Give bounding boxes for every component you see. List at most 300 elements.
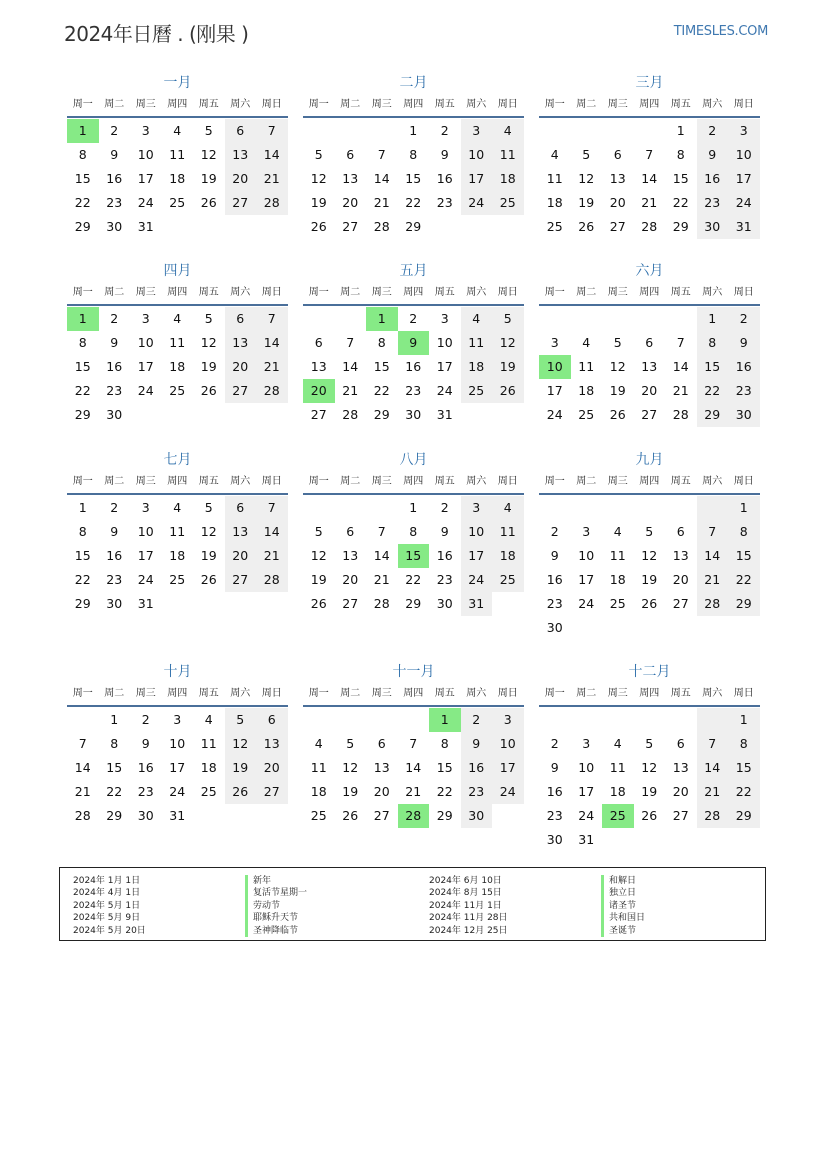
day-cell[interactable]: 24 — [137, 572, 154, 587]
day-cell[interactable]: 7 — [256, 496, 288, 520]
day-cell[interactable]: 12 — [200, 147, 217, 162]
day-cell[interactable]: 8 — [728, 520, 760, 544]
day-cell[interactable]: 4 — [613, 736, 622, 751]
day-cell[interactable]: 3 — [550, 335, 559, 350]
day-cell[interactable]: 21 — [256, 355, 288, 379]
day-cell[interactable]: 23 — [137, 784, 154, 799]
day-cell[interactable]: 18 — [310, 784, 327, 799]
day-cell[interactable]: 16 — [546, 572, 563, 587]
day-cell[interactable]: 8 — [409, 524, 418, 539]
day-cell[interactable]: 18 — [578, 383, 595, 398]
day-cell[interactable]: 24 — [546, 407, 563, 422]
day-cell[interactable]: 18 — [609, 784, 626, 799]
day-cell[interactable]: 7 — [697, 732, 729, 756]
day-cell[interactable]: 13 — [672, 760, 689, 775]
day-cell[interactable]: 7 — [676, 335, 685, 350]
day-cell[interactable]: 17 — [546, 383, 563, 398]
day-cell[interactable]: 12 — [310, 171, 327, 186]
day-cell[interactable]: 23 — [728, 379, 760, 403]
day-cell[interactable]: 6 — [225, 119, 257, 143]
day-cell[interactable]: 4 — [173, 500, 182, 515]
day-cell[interactable]: 19 — [200, 548, 217, 563]
day-cell[interactable]: 31 — [137, 596, 154, 611]
day-cell[interactable]: 15 — [74, 548, 91, 563]
day-cell[interactable]: 31 — [169, 808, 186, 823]
day-cell[interactable]: 6 — [377, 736, 386, 751]
day-cell[interactable]: 31 — [578, 832, 595, 847]
day-cell[interactable]: 31 — [436, 407, 453, 422]
day-cell[interactable]: 28 — [373, 219, 390, 234]
day-cell[interactable]: 27 — [342, 596, 359, 611]
day-cell[interactable]: 17 — [169, 760, 186, 775]
day-cell[interactable]: 9 — [550, 760, 559, 775]
day-cell[interactable]: 25 — [169, 195, 186, 210]
day-cell[interactable]: 30 — [106, 407, 123, 422]
day-cell[interactable]: 7 — [256, 307, 288, 331]
day-cell[interactable]: 23 — [697, 191, 729, 215]
day-cell[interactable]: 10 — [461, 143, 493, 167]
day-cell[interactable]: 8 — [110, 736, 119, 751]
day-cell[interactable]: 21 — [256, 167, 288, 191]
day-cell[interactable]: 3 — [141, 500, 150, 515]
day-cell[interactable]: 27 — [342, 219, 359, 234]
day-cell[interactable]: 20 — [342, 195, 359, 210]
day-cell[interactable]: 20 — [342, 572, 359, 587]
day-cell[interactable]: 11 — [578, 359, 595, 374]
day-cell[interactable]: 3 — [461, 119, 493, 143]
day-cell[interactable]: 10 — [169, 736, 186, 751]
day-cell[interactable]: 20 — [225, 167, 257, 191]
day-cell[interactable]: 24 — [169, 784, 186, 799]
day-cell[interactable]: 2 — [110, 311, 119, 326]
day-cell[interactable]: 5 — [204, 123, 213, 138]
day-cell[interactable]: 28 — [398, 804, 430, 828]
day-cell[interactable]: 30 — [697, 215, 729, 239]
day-cell[interactable]: 22 — [106, 784, 123, 799]
day-cell[interactable]: 5 — [204, 500, 213, 515]
day-cell[interactable]: 8 — [440, 736, 449, 751]
day-cell[interactable]: 2 — [728, 307, 760, 331]
day-cell[interactable]: 22 — [74, 383, 91, 398]
day-cell[interactable]: 10 — [461, 520, 493, 544]
day-cell[interactable]: 5 — [645, 524, 654, 539]
day-cell[interactable]: 22 — [436, 784, 453, 799]
day-cell[interactable]: 6 — [314, 335, 323, 350]
day-cell[interactable]: 26 — [609, 407, 626, 422]
day-cell[interactable]: 19 — [310, 195, 327, 210]
day-cell[interactable]: 30 — [546, 620, 563, 635]
day-cell[interactable]: 29 — [672, 219, 689, 234]
day-cell[interactable]: 28 — [342, 407, 359, 422]
day-cell[interactable]: 26 — [342, 808, 359, 823]
day-cell[interactable]: 12 — [492, 331, 524, 355]
day-cell[interactable]: 9 — [697, 143, 729, 167]
day-cell[interactable]: 1 — [110, 712, 119, 727]
day-cell[interactable]: 29 — [74, 407, 91, 422]
day-cell[interactable]: 21 — [342, 383, 359, 398]
day-cell[interactable]: 15 — [373, 359, 390, 374]
day-cell[interactable]: 26 — [578, 219, 595, 234]
day-cell[interactable]: 25 — [169, 383, 186, 398]
day-cell[interactable]: 12 — [641, 548, 658, 563]
day-cell[interactable]: 12 — [609, 359, 626, 374]
day-cell[interactable]: 27 — [225, 191, 257, 215]
day-cell[interactable]: 16 — [436, 548, 453, 563]
day-cell[interactable]: 3 — [440, 311, 449, 326]
day-cell[interactable]: 14 — [697, 544, 729, 568]
day-cell[interactable]: 29 — [728, 804, 760, 828]
day-cell[interactable]: 16 — [106, 548, 123, 563]
day-cell[interactable]: 10 — [436, 335, 453, 350]
day-cell[interactable]: 30 — [405, 407, 422, 422]
day-cell[interactable]: 18 — [169, 171, 186, 186]
day-cell[interactable]: 1 — [366, 307, 398, 331]
day-cell[interactable]: 27 — [256, 780, 288, 804]
day-cell[interactable]: 21 — [373, 195, 390, 210]
day-cell[interactable]: 17 — [578, 572, 595, 587]
day-cell[interactable]: 29 — [74, 596, 91, 611]
day-cell[interactable]: 25 — [169, 572, 186, 587]
day-cell[interactable]: 20 — [303, 379, 335, 403]
day-cell[interactable]: 11 — [461, 331, 493, 355]
day-cell[interactable]: 2 — [550, 524, 559, 539]
day-cell[interactable]: 24 — [728, 191, 760, 215]
day-cell[interactable]: 3 — [141, 123, 150, 138]
day-cell[interactable]: 15 — [74, 171, 91, 186]
day-cell[interactable]: 2 — [697, 119, 729, 143]
day-cell[interactable]: 20 — [672, 784, 689, 799]
day-cell[interactable]: 5 — [225, 708, 257, 732]
day-cell[interactable]: 14 — [256, 143, 288, 167]
day-cell[interactable]: 9 — [398, 331, 430, 355]
day-cell[interactable]: 10 — [137, 524, 154, 539]
day-cell[interactable]: 1 — [676, 123, 685, 138]
day-cell[interactable]: 18 — [546, 195, 563, 210]
day-cell[interactable]: 17 — [137, 171, 154, 186]
day-cell[interactable]: 19 — [200, 171, 217, 186]
day-cell[interactable]: 17 — [137, 548, 154, 563]
day-cell[interactable]: 16 — [137, 760, 154, 775]
day-cell[interactable]: 12 — [310, 548, 327, 563]
day-cell[interactable]: 1 — [697, 307, 729, 331]
day-cell[interactable]: 25 — [310, 808, 327, 823]
day-cell[interactable]: 17 — [492, 756, 524, 780]
day-cell[interactable]: 26 — [225, 780, 257, 804]
day-cell[interactable]: 31 — [728, 215, 760, 239]
day-cell[interactable]: 25 — [461, 379, 493, 403]
day-cell[interactable]: 8 — [728, 732, 760, 756]
day-cell[interactable]: 21 — [373, 572, 390, 587]
day-cell[interactable]: 23 — [461, 780, 493, 804]
day-cell[interactable]: 4 — [314, 736, 323, 751]
day-cell[interactable]: 6 — [613, 147, 622, 162]
day-cell[interactable]: 28 — [256, 191, 288, 215]
day-cell[interactable]: 28 — [641, 219, 658, 234]
day-cell[interactable]: 23 — [405, 383, 422, 398]
day-cell[interactable]: 28 — [672, 407, 689, 422]
day-cell[interactable]: 28 — [74, 808, 91, 823]
day-cell[interactable]: 7 — [78, 736, 87, 751]
day-cell[interactable]: 30 — [436, 596, 453, 611]
day-cell[interactable]: 14 — [256, 520, 288, 544]
day-cell[interactable]: 13 — [342, 548, 359, 563]
day-cell[interactable]: 4 — [492, 119, 524, 143]
day-cell[interactable]: 15 — [74, 359, 91, 374]
day-cell[interactable]: 7 — [256, 119, 288, 143]
day-cell[interactable]: 5 — [492, 307, 524, 331]
day-cell[interactable]: 2 — [141, 712, 150, 727]
day-cell[interactable]: 5 — [204, 311, 213, 326]
day-cell[interactable]: 20 — [225, 544, 257, 568]
day-cell[interactable]: 14 — [342, 359, 359, 374]
day-cell[interactable]: 25 — [492, 568, 524, 592]
day-cell[interactable]: 25 — [546, 219, 563, 234]
day-cell[interactable]: 3 — [141, 311, 150, 326]
day-cell[interactable]: 29 — [106, 808, 123, 823]
day-cell[interactable]: 16 — [546, 784, 563, 799]
day-cell[interactable]: 21 — [697, 568, 729, 592]
day-cell[interactable]: 13 — [310, 359, 327, 374]
day-cell[interactable]: 18 — [492, 167, 524, 191]
day-cell[interactable]: 15 — [405, 171, 422, 186]
day-cell[interactable]: 24 — [137, 195, 154, 210]
day-cell[interactable]: 7 — [377, 524, 386, 539]
day-cell[interactable]: 14 — [697, 756, 729, 780]
day-cell[interactable]: 23 — [436, 195, 453, 210]
day-cell[interactable]: 7 — [409, 736, 418, 751]
day-cell[interactable]: 24 — [436, 383, 453, 398]
day-cell[interactable]: 18 — [492, 544, 524, 568]
day-cell[interactable]: 5 — [314, 147, 323, 162]
day-cell[interactable]: 12 — [641, 760, 658, 775]
day-cell[interactable]: 20 — [225, 355, 257, 379]
day-cell[interactable]: 29 — [74, 219, 91, 234]
day-cell[interactable]: 4 — [582, 335, 591, 350]
day-cell[interactable]: 19 — [225, 756, 257, 780]
day-cell[interactable]: 14 — [641, 171, 658, 186]
day-cell[interactable]: 12 — [225, 732, 257, 756]
day-cell[interactable]: 7 — [346, 335, 355, 350]
day-cell[interactable]: 23 — [436, 572, 453, 587]
day-cell[interactable]: 5 — [645, 736, 654, 751]
day-cell[interactable]: 26 — [310, 219, 327, 234]
day-cell[interactable]: 6 — [676, 524, 685, 539]
day-cell[interactable]: 29 — [697, 403, 729, 427]
day-cell[interactable]: 16 — [405, 359, 422, 374]
day-cell[interactable]: 24 — [461, 191, 493, 215]
day-cell[interactable]: 3 — [582, 736, 591, 751]
day-cell[interactable]: 18 — [169, 548, 186, 563]
day-cell[interactable]: 1 — [67, 307, 99, 331]
day-cell[interactable]: 8 — [78, 524, 87, 539]
day-cell[interactable]: 25 — [578, 407, 595, 422]
day-cell[interactable]: 21 — [256, 544, 288, 568]
day-cell[interactable]: 21 — [405, 784, 422, 799]
day-cell[interactable]: 19 — [578, 195, 595, 210]
day-cell[interactable]: 20 — [672, 572, 689, 587]
day-cell[interactable]: 1 — [409, 123, 418, 138]
day-cell[interactable]: 4 — [613, 524, 622, 539]
day-cell[interactable]: 28 — [256, 568, 288, 592]
day-cell[interactable]: 14 — [405, 760, 422, 775]
day-cell[interactable]: 13 — [641, 359, 658, 374]
day-cell[interactable]: 30 — [137, 808, 154, 823]
day-cell[interactable]: 3 — [728, 119, 760, 143]
day-cell[interactable]: 22 — [405, 572, 422, 587]
day-cell[interactable]: 16 — [106, 171, 123, 186]
day-cell[interactable]: 28 — [697, 804, 729, 828]
day-cell[interactable]: 5 — [613, 335, 622, 350]
day-cell[interactable]: 4 — [173, 311, 182, 326]
day-cell[interactable]: 20 — [641, 383, 658, 398]
day-cell[interactable]: 14 — [74, 760, 91, 775]
day-cell[interactable]: 25 — [602, 804, 634, 828]
day-cell[interactable]: 11 — [169, 147, 186, 162]
day-cell[interactable]: 22 — [74, 195, 91, 210]
day-cell[interactable]: 7 — [697, 520, 729, 544]
day-cell[interactable]: 30 — [728, 403, 760, 427]
day-cell[interactable]: 4 — [461, 307, 493, 331]
day-cell[interactable]: 6 — [225, 307, 257, 331]
day-cell[interactable]: 19 — [342, 784, 359, 799]
day-cell[interactable]: 12 — [200, 335, 217, 350]
day-cell[interactable]: 17 — [578, 784, 595, 799]
day-cell[interactable]: 16 — [106, 359, 123, 374]
day-cell[interactable]: 18 — [461, 355, 493, 379]
day-cell[interactable]: 11 — [546, 171, 563, 186]
day-cell[interactable]: 18 — [200, 760, 217, 775]
day-cell[interactable]: 6 — [645, 335, 654, 350]
day-cell[interactable]: 26 — [492, 379, 524, 403]
day-cell[interactable]: 14 — [373, 171, 390, 186]
day-cell[interactable]: 3 — [173, 712, 182, 727]
day-cell[interactable]: 13 — [225, 520, 257, 544]
day-cell[interactable]: 22 — [672, 195, 689, 210]
day-cell[interactable]: 3 — [582, 524, 591, 539]
day-cell[interactable]: 29 — [436, 808, 453, 823]
day-cell[interactable]: 2 — [440, 500, 449, 515]
day-cell[interactable]: 4 — [173, 123, 182, 138]
day-cell[interactable]: 15 — [728, 544, 760, 568]
day-cell[interactable]: 16 — [697, 167, 729, 191]
day-cell[interactable]: 2 — [440, 123, 449, 138]
day-cell[interactable]: 8 — [409, 147, 418, 162]
day-cell[interactable]: 22 — [373, 383, 390, 398]
day-cell[interactable]: 15 — [672, 171, 689, 186]
day-cell[interactable]: 29 — [405, 219, 422, 234]
day-cell[interactable]: 6 — [346, 524, 355, 539]
day-cell[interactable]: 10 — [728, 143, 760, 167]
day-cell[interactable]: 8 — [78, 335, 87, 350]
day-cell[interactable]: 11 — [200, 736, 217, 751]
day-cell[interactable]: 13 — [225, 143, 257, 167]
day-cell[interactable]: 9 — [440, 524, 449, 539]
day-cell[interactable]: 27 — [225, 568, 257, 592]
day-cell[interactable]: 30 — [546, 832, 563, 847]
day-cell[interactable]: 17 — [728, 167, 760, 191]
day-cell[interactable]: 16 — [436, 171, 453, 186]
day-cell[interactable]: 11 — [609, 548, 626, 563]
day-cell[interactable]: 1 — [67, 119, 99, 143]
day-cell[interactable]: 23 — [106, 383, 123, 398]
day-cell[interactable]: 2 — [110, 123, 119, 138]
day-cell[interactable]: 30 — [106, 596, 123, 611]
day-cell[interactable]: 24 — [578, 596, 595, 611]
day-cell[interactable]: 9 — [550, 548, 559, 563]
day-cell[interactable]: 22 — [74, 572, 91, 587]
day-cell[interactable]: 9 — [110, 335, 119, 350]
day-cell[interactable]: 9 — [141, 736, 150, 751]
day-cell[interactable]: 3 — [461, 496, 493, 520]
day-cell[interactable]: 4 — [492, 496, 524, 520]
day-cell[interactable]: 24 — [578, 808, 595, 823]
day-cell[interactable]: 5 — [314, 524, 323, 539]
day-cell[interactable]: 25 — [200, 784, 217, 799]
day-cell[interactable]: 20 — [609, 195, 626, 210]
day-cell[interactable]: 2 — [110, 500, 119, 515]
day-cell[interactable]: 1 — [728, 708, 760, 732]
day-cell[interactable]: 22 — [405, 195, 422, 210]
day-cell[interactable]: 21 — [697, 780, 729, 804]
day-cell[interactable]: 6 — [256, 708, 288, 732]
day-cell[interactable]: 1 — [78, 500, 87, 515]
day-cell[interactable]: 23 — [546, 596, 563, 611]
day-cell[interactable]: 22 — [728, 780, 760, 804]
day-cell[interactable]: 25 — [492, 191, 524, 215]
day-cell[interactable]: 2 — [550, 736, 559, 751]
day-cell[interactable]: 9 — [461, 732, 493, 756]
day-cell[interactable]: 13 — [256, 732, 288, 756]
day-cell[interactable]: 27 — [373, 808, 390, 823]
day-cell[interactable]: 19 — [641, 572, 658, 587]
day-cell[interactable]: 2 — [409, 311, 418, 326]
day-cell[interactable]: 17 — [436, 359, 453, 374]
day-cell[interactable]: 21 — [74, 784, 91, 799]
day-cell[interactable]: 31 — [137, 219, 154, 234]
day-cell[interactable]: 26 — [200, 572, 217, 587]
day-cell[interactable]: 27 — [310, 407, 327, 422]
day-cell[interactable]: 11 — [169, 335, 186, 350]
day-cell[interactable]: 10 — [578, 548, 595, 563]
day-cell[interactable]: 8 — [78, 147, 87, 162]
day-cell[interactable]: 2 — [461, 708, 493, 732]
day-cell[interactable]: 31 — [461, 592, 493, 616]
day-cell[interactable]: 23 — [106, 572, 123, 587]
day-cell[interactable]: 11 — [310, 760, 327, 775]
day-cell[interactable]: 26 — [310, 596, 327, 611]
day-cell[interactable]: 9 — [728, 331, 760, 355]
day-cell[interactable]: 28 — [256, 379, 288, 403]
day-cell[interactable]: 6 — [346, 147, 355, 162]
day-cell[interactable]: 1 — [429, 708, 461, 732]
day-cell[interactable]: 29 — [728, 592, 760, 616]
day-cell[interactable]: 10 — [578, 760, 595, 775]
day-cell[interactable]: 26 — [200, 383, 217, 398]
day-cell[interactable]: 11 — [492, 520, 524, 544]
day-cell[interactable]: 17 — [461, 167, 493, 191]
day-cell[interactable]: 1 — [728, 496, 760, 520]
day-cell[interactable]: 25 — [609, 596, 626, 611]
day-cell[interactable]: 10 — [137, 335, 154, 350]
day-cell[interactable]: 26 — [200, 195, 217, 210]
day-cell[interactable]: 13 — [225, 331, 257, 355]
day-cell[interactable]: 21 — [672, 383, 689, 398]
day-cell[interactable]: 3 — [492, 708, 524, 732]
day-cell[interactable]: 29 — [405, 596, 422, 611]
day-cell[interactable]: 19 — [200, 359, 217, 374]
day-cell[interactable]: 19 — [492, 355, 524, 379]
day-cell[interactable]: 13 — [672, 548, 689, 563]
